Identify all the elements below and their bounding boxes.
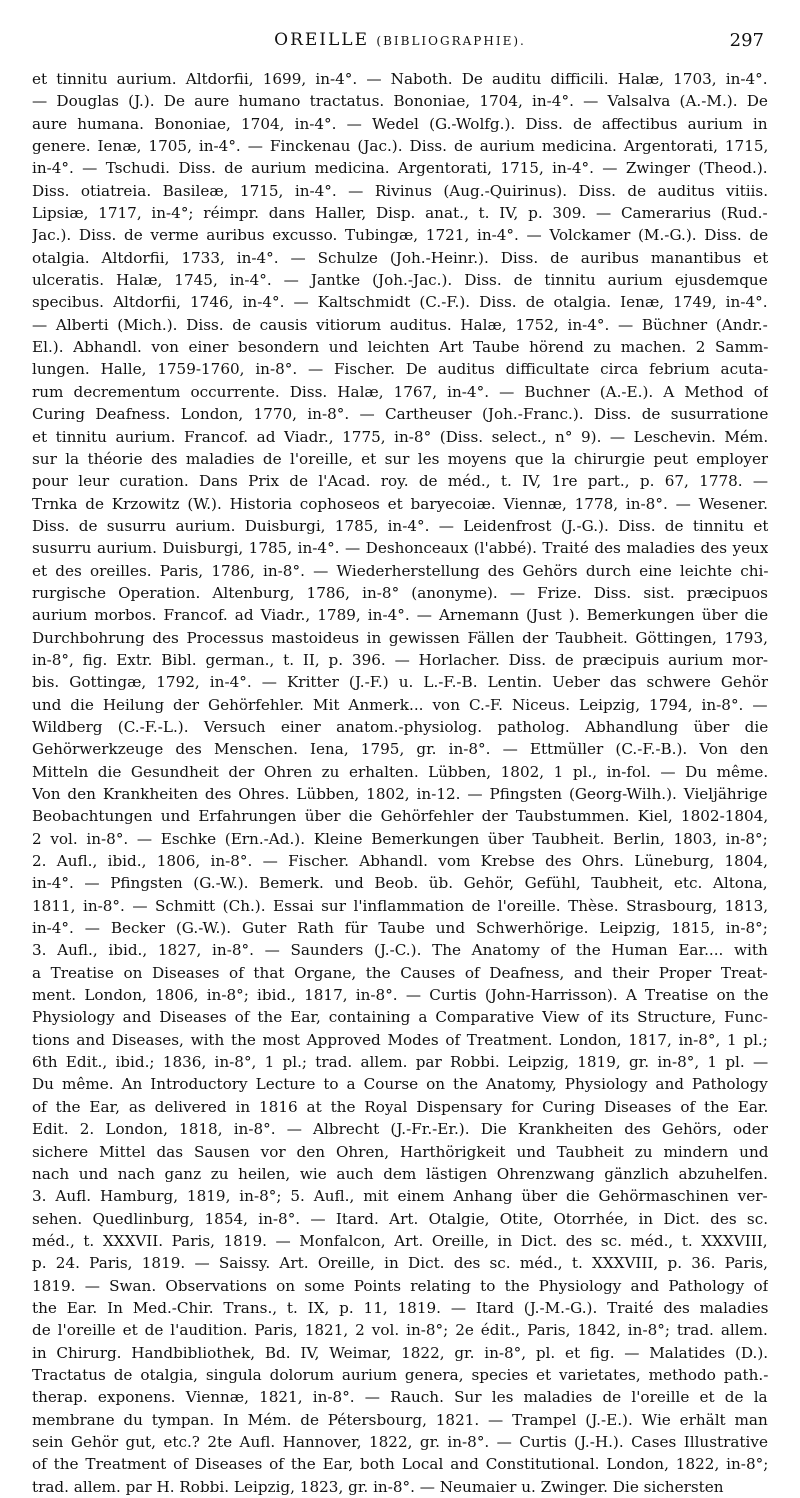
text-line: in-8°, fig. Extr. Bibl. german., t. II, p. 396. — Horlacher. Diss. de præcipuis aurium mor-	[32, 650, 768, 669]
text-line: et des oreilles. Paris, 1786, in-8°. — Wiederherstellung des Gehörs durch eine leichte chi-	[32, 561, 768, 580]
text-line: the Ear. In Med.-Chir. Trans., t. IX, p. 11, 1819. — Itard (J.-M.-G.). Traité des maladies	[32, 1298, 768, 1317]
bibliography-text	[32, 68, 768, 1498]
text-line: rum decrementum occurrente. Diss. Halæ, 1767, in-4°. — Buchner (A.-E.). A Method of	[32, 382, 768, 401]
text-line: 6th Edit., ibid.; 1836, in-8°, 1 pl.; trad. allem. par Robbi. Leipzig, 1819, gr. in-8°, 1 pl. —	[32, 1053, 768, 1072]
text-line: genere. Ienæ, 1705, in-4°. — Finckenau (Jac.). Diss. de aurium medicina. Argentorati, 1715,	[32, 137, 768, 156]
text-line: Von den Krankheiten des Ohres. Lübben, 1802, in-12. — Pfingsten (Georg-Wilh.). Vieljährige	[32, 785, 768, 803]
text-line: tions and Diseases, with the most Approved Modes of Treatment. London, 1817, in-8°, 1 pl.;	[32, 1030, 768, 1049]
text-line: Wildberg (C.-F.-L.). Versuch einer anatom.-physiolog. patholog. Abhandlung über die	[32, 717, 768, 736]
text-line: Diss. de susurru aurium. Duisburgi, 1785, in-4°. — Leidenfrost (J.-G.). Diss. de tinnitu et	[32, 516, 768, 535]
text-line: Diss. otiatreia. Basileæ, 1715, in-4°. — Rivinus (Aug.-Quirinus). Diss. de auditus vitiis.	[32, 181, 768, 200]
text-line: bis. Gottingæ, 1792, in-4°. — Kritter (J.-F.) u. L.-F.-B. Lentin. Ueber das schwere Gehör	[32, 673, 768, 692]
text-line: susurru aurium. Duisburgi, 1785, in-4°. — Deshonceaux (l'abbé). Traité des maladies des yeux	[32, 539, 768, 558]
text-line: sein Gehör gut, etc.? 2te Aufl. Hannover, 1822, gr. in-8°. — Curtis (J.-H.). Cases Illustrative	[32, 1432, 768, 1451]
page-header	[32, 30, 768, 56]
text-line: 3. Aufl., ibid., 1827, in-8°. — Saunders (J.-C.). The Anatomy of the Human Ear.... with	[32, 941, 768, 960]
text-line: Durchbohrung des Processus mastoideus in gewissen Fällen der Taubheit. Göttingen, 1793,	[32, 628, 768, 647]
text-line: in-4°. — Becker (G.-W.). Guter Rath für Taube und Schwerhörige. Leipzig, 1815, in-8°;	[32, 919, 768, 938]
text-line: de l'oreille et de l'audition. Paris, 1821, 2 vol. in-8°; 2e édit., Paris, 1842, in-8°; trad. allem.	[32, 1321, 768, 1340]
text-line: 2. Aufl., ibid., 1806, in-8°. — Fischer. Abhandl. vom Krebse des Ohrs. Lüneburg, 1804,	[32, 852, 768, 871]
text-line: — Douglas (J.). De aure humano tractatus. Bononiae, 1704, in-4°. — Valsalva (A.-M.). De	[32, 92, 768, 111]
text-line: Trnka de Krzowitz (W.). Historia cophoseos et baryecoiæ. Viennæ, 1778, in-8°. — Wesener.	[32, 494, 768, 513]
text-line: Gehörwerkzeuge des Menschen. Iena, 1795, gr. in-8°. — Ettmüller (C.-F.-B.). Von den	[32, 740, 768, 759]
text-line: ment. London, 1806, in-8°; ibid., 1817, in-8°. — Curtis (John-Harrisson). A Treatise on the	[32, 986, 768, 1005]
running-head	[32, 30, 768, 50]
text-line: Mitteln die Gesundheit der Ohren zu erhalten. Lübben, 1802, 1 pl., in-fol. — Du même.	[32, 762, 768, 781]
text-line: und die Heilung der Gehörfehler. Mit Anmerk... von C.-F. Niceus. Leipzig, 1794, in-8°. —	[32, 695, 768, 714]
text-line: in Chirurg. Handbibliothek, Bd. IV, Weimar, 1822, gr. in-8°, pl. et fig. — Malatides (D.).	[32, 1343, 768, 1362]
text-line: otalgia. Altdorfii, 1733, in-4°. — Schulze (Joh.-Heinr.). Diss. de auribus manantibus et	[32, 248, 768, 267]
text-line: sichere Mittel das Sausen vor den Ohren, Harthörigkeit und Taubheit zu mindern und	[32, 1142, 768, 1161]
text-line: et tinnitu aurium. Altdorfii, 1699, in-4°. — Naboth. De auditu difficili. Halæ, 1703, in-4°.	[32, 70, 768, 88]
text-line: Jac.). Diss. de verme auribus excusso. Tubingæ, 1721, in-4°. — Volckamer (M.-G.). Diss. de	[32, 226, 768, 245]
text-line: méd., t. XXXVII. Paris, 1819. — Monfalcon, Art. Oreille, in Dict. des sc. méd., t. XXXVIII,	[32, 1231, 768, 1250]
text-line: of the Treatment of Diseases of the Ear, both Local and Constitutional. London, 1822, in-8°;	[32, 1455, 768, 1474]
page-number: 297	[729, 30, 764, 51]
text-line: in-4°. — Tschudi. Diss. de aurium medicina. Argentorati, 1715, in-4°. — Zwinger (Theod.).	[32, 159, 768, 178]
text-line: 3. Aufl. Hamburg, 1819, in-8°; 5. Aufl., mit einem Anhang über die Gehörmaschinen ver-	[32, 1187, 768, 1206]
text-line: 1819. — Swan. Observations on some Points relating to the Physiology and Pathology of	[32, 1276, 768, 1295]
text-line: ulceratis. Halæ, 1745, in-4°. — Jantke (Joh.-Jac.). Diss. de tinnitu aurium ejusdemque	[32, 271, 768, 290]
text-line: rurgische Operation. Altenburg, 1786, in-8° (anonyme). — Frize. Diss. sist. præcipuos	[32, 583, 768, 602]
text-line: specibus. Altdorfii, 1746, in-4°. — Kaltschmidt (C.-F.). Diss. de otalgia. Ienæ, 1749, in-4°.	[32, 293, 768, 312]
text-line: 1811, in-8°. — Schmitt (Ch.). Essai sur l'inflammation de l'oreille. Thèse. Strasbourg, 1813,	[32, 896, 768, 915]
text-line: membrane du tympan. In Mém. de Pétersbourg, 1821. — Trampel (J.-E.). Wie erhält man	[32, 1410, 768, 1429]
text-line: aurium morbos. Francof. ad Viadr., 1789, in-4°. — Arnemann (Just ). Bemerkungen über die	[32, 606, 768, 625]
text-line: lungen. Halle, 1759-1760, in-8°. — Fischer. De auditus difficultate circa febrium acuta-	[32, 360, 768, 379]
text-line: Physiology and Diseases of the Ear, containing a Comparative View of its Structure, Func-	[32, 1008, 768, 1027]
text-line: Tractatus de otalgia, singula dolorum aurium genera, species et varietates, methodo path.-	[32, 1365, 768, 1384]
text-line: of the Ear, as delivered in 1816 at the Royal Dispensary for Curing Diseases of the Ear.	[32, 1097, 768, 1116]
text-line: pour leur curation. Dans Prix de l'Acad. roy. de méd., t. IV, 1re part., p. 67, 1778. —	[32, 472, 768, 491]
text-line: aure humana. Bononiae, 1704, in-4°. — Wedel (G.-Wolfg.). Diss. de affectibus aurium in	[32, 114, 768, 133]
running-head-subtitle: (BIBLIOGRAPHIE).	[376, 34, 526, 48]
text-line: in-4°. — Pfingsten (G.-W.). Bemerk. und Beob. üb. Gehör, Gefühl, Taubheit, etc. Altona,	[32, 874, 768, 893]
text-line: Edit. 2. London, 1818, in-8°. — Albrecht (J.-Fr.-Er.). Die Krankheiten des Gehörs, oder	[32, 1120, 768, 1139]
text-line: Du même. An Introductory Lecture to a Course on the Anatomy, Physiology and Pathology	[32, 1075, 768, 1094]
text-line: 2 vol. in-8°. — Eschke (Ern.-Ad.). Kleine Bemerkungen über Taubheit. Berlin, 1803, in-8°;	[32, 829, 768, 848]
text-line: trad. allem. par H. Robbi. Leipzig, 1823, gr. in-8°. — Neumaier u. Zwinger. Die sichersten	[32, 1477, 724, 1496]
text-line: therap. exponens. Viennæ, 1821, in-8°. — Rauch. Sur les maladies de l'oreille et de la	[32, 1388, 768, 1407]
text-line: Lipsiæ, 1717, in-4°; réimpr. dans Haller, Disp. anat., t. IV, p. 309. — Camerarius (Rud.-	[32, 204, 768, 223]
text-line: a Treatise on Diseases of that Organe, the Causes of Deafness, and their Proper Treat-	[32, 963, 768, 982]
text-line: — Alberti (Mich.). Diss. de causis vitiorum auditus. Halæ, 1752, in-4°. — Büchner (Andr.-	[32, 315, 768, 334]
running-head-title: OREILLE	[274, 30, 369, 50]
text-line: sur la théorie des maladies de l'oreille, et sur les moyens que la chirurgie peut employer	[32, 449, 768, 468]
text-line: Beobachtungen und Erfahrungen über die Gehörfehler der Taubstummen. Kiel, 1802-1804,	[32, 807, 768, 826]
text-line: p. 24. Paris, 1819. — Saissy. Art. Oreille, in Dict. des sc. méd., t. XXXVIII, p. 36. Paris,	[32, 1254, 768, 1273]
text-line: Curing Deafness. London, 1770, in-8°. — Cartheuser (Joh.-Franc.). Diss. de susurratione	[32, 405, 768, 424]
text-line: sehen. Quedlinburg, 1854, in-8°. — Itard. Art. Otalgie, Otite, Otorrhée, in Dict. des sc.	[32, 1209, 768, 1228]
text-line: nach und nach ganz zu heilen, wie auch dem lästigen Ohrenzwang gänzlich abzuhelfen.	[32, 1164, 768, 1183]
text-line: et tinnitu aurium. Francof. ad Viadr., 1775, in-8° (Diss. select., n° 9). — Leschevin. Mém.	[32, 427, 768, 446]
text-line: El.). Abhandl. von einer besondern und leichten Art Taube hörend zu machen. 2 Samm-	[32, 338, 768, 357]
